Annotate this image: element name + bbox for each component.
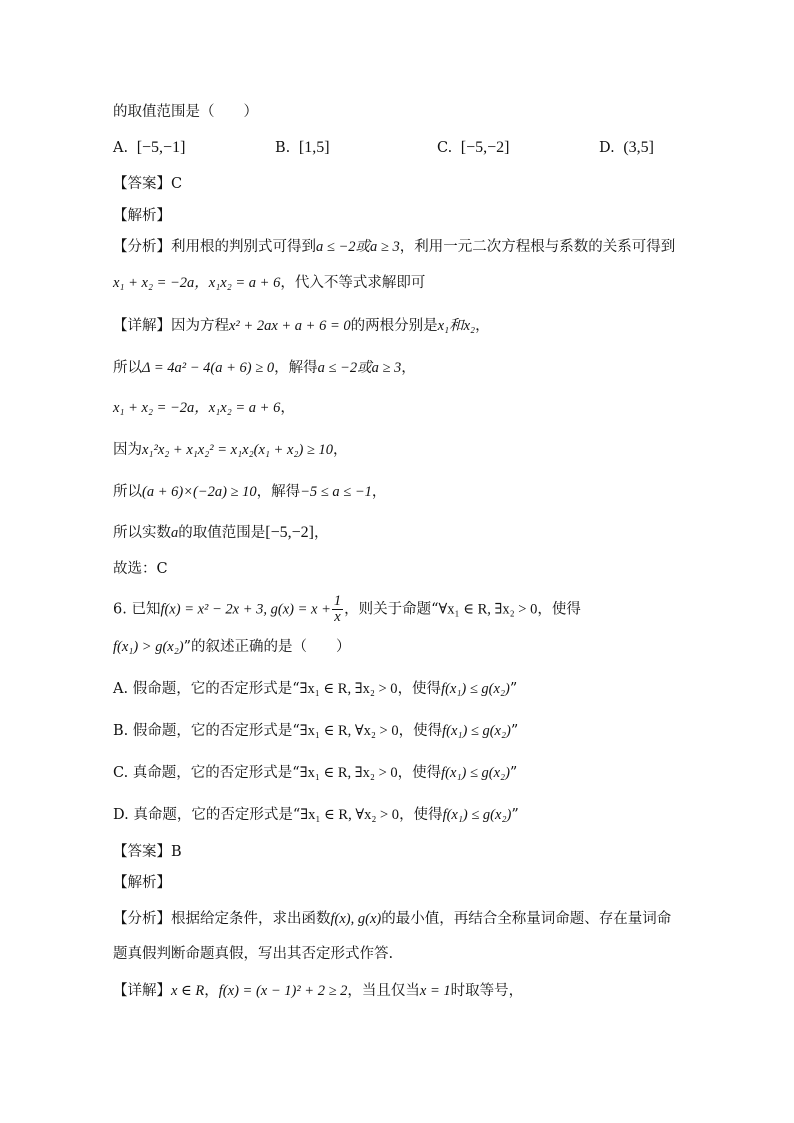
text: ， — [313, 525, 329, 541]
text: 利用根的判别式可得到 — [171, 239, 316, 255]
text: 已知 — [131, 601, 161, 618]
option-label: B. — [113, 723, 129, 739]
text: ， — [475, 318, 490, 334]
q5-fenxi-line2 — [113, 273, 425, 293]
option-label: A. — [113, 681, 129, 697]
text: ，使得 — [397, 681, 442, 697]
math: x₁ + x₂ = −2a，x₁x₂ = a + 6 — [113, 400, 281, 416]
text: ， — [204, 983, 219, 999]
math: f(x₁) ≤ g(x₂) — [441, 681, 510, 697]
q6-answer — [113, 842, 182, 862]
q6-option-a — [113, 679, 517, 699]
q5-detail-line2 — [113, 358, 416, 378]
option-label: A. — [113, 140, 129, 156]
q6-detail-line1 — [113, 981, 523, 1001]
q6-option-c — [113, 763, 517, 783]
q6-stem-line2 — [113, 637, 351, 657]
q6-fenxi-line2: 题真假判断命题真假，写出其否定形式作答. — [113, 946, 394, 962]
math: x₁²x₂ + x₁x₂² = x₁x₂(x₁ + x₂) ≥ 10 — [142, 442, 333, 458]
math: ∀x₁ ∈ R, ∃x₂ > 0 — [438, 601, 538, 618]
option-value: [−5,−2] — [460, 139, 510, 156]
math: ∃x₁ ∈ R, ∃x₂ > 0 — [299, 765, 398, 781]
q5-stem-tail: 的取值范围是（ ） — [113, 104, 258, 120]
text: ，使得 — [537, 601, 581, 618]
math: f(x) = (x − 1)² + 2 ≥ 2 — [218, 983, 348, 999]
answer-value: B — [171, 844, 182, 860]
math: f(x) = x² − 2x + 3, g(x) = x + — [160, 601, 331, 618]
math: x ∈ R — [171, 983, 205, 999]
text: 时取等号， — [450, 983, 524, 999]
math: f(x₁) ≤ g(x₂) — [442, 723, 511, 739]
math: f(x₁) > g(x₂) — [113, 639, 184, 655]
fraction-numerator: 1 — [333, 593, 342, 609]
text: 因为 — [113, 442, 142, 458]
text: 的两根分别是 — [350, 318, 438, 334]
math: a ≤ −2或a ≥ 3 — [316, 239, 400, 255]
fraction-denominator: x — [334, 609, 341, 625]
answer-value: C — [171, 176, 183, 192]
text: ，利用一元二次方程根与系数的关系可得到 — [399, 239, 676, 255]
q6-option-b — [113, 721, 518, 741]
text: 的取值范围是 — [178, 525, 266, 541]
text: ” — [509, 765, 518, 781]
text: 所以 — [113, 484, 142, 500]
text: ” — [509, 681, 518, 697]
option-label: D. — [599, 140, 615, 156]
math: ∃x₁ ∈ R, ∃x₂ > 0 — [299, 681, 398, 697]
q6-fenxi-line1 — [113, 909, 671, 929]
text: ” — [510, 723, 519, 739]
q5-detail-line3 — [113, 398, 295, 418]
text: ，使得 — [397, 765, 442, 781]
text: ，当且仅当 — [347, 983, 420, 999]
q6-stem-line1 — [113, 594, 581, 625]
text: 假命题，它的否定形式是“ — [132, 681, 300, 697]
q5-option-d — [599, 138, 654, 158]
q5-option-a — [113, 138, 185, 158]
q5-fenxi-line1 — [113, 237, 675, 257]
text: ，使得 — [399, 807, 443, 823]
q5-detail-line6 — [113, 523, 328, 543]
option-label: C. — [437, 140, 453, 156]
q5-option-b — [275, 138, 330, 158]
q5-detail-line5 — [113, 482, 386, 502]
q5-conclusion: 故选：C — [113, 561, 168, 577]
math: ∃x₁ ∈ R, ∀x₂ > 0 — [299, 723, 399, 739]
q6-analysis-tag: 【解析】 — [113, 875, 171, 891]
answer-tag: 【答案】 — [113, 844, 171, 860]
detail-tag: 【详解】 — [113, 983, 171, 999]
text: ， — [371, 484, 387, 500]
text: ， — [332, 442, 348, 458]
q5-analysis-tag: 【解析】 — [113, 208, 171, 224]
option-value: [1,5] — [298, 139, 330, 156]
fenxi-tag: 【分析】 — [113, 911, 171, 927]
text: 的最小值，再结合全称量词命题、存在量词命 — [381, 911, 672, 927]
option-label: C. — [113, 765, 129, 781]
q6-option-d — [113, 805, 519, 825]
math: [−5,−2] — [265, 524, 314, 541]
math: x₁和x₂ — [437, 318, 476, 334]
text: ， — [401, 360, 416, 376]
math: −5 ≤ a ≤ −1 — [300, 484, 372, 500]
q5-detail-line4 — [113, 440, 347, 460]
text: 所以 — [113, 360, 142, 376]
text: ” — [511, 807, 519, 823]
math: x₁ + x₂ = −2a，x₁x₂ = a + 6 — [113, 275, 281, 291]
answer-tag: 【答案】 — [113, 176, 171, 192]
option-label: B. — [275, 140, 291, 156]
math: ∃x₁ ∈ R, ∀x₂ > 0 — [300, 807, 400, 823]
text: 真命题，它的否定形式是“ — [132, 765, 300, 781]
detail-tag: 【详解】 — [113, 318, 171, 334]
fenxi-tag: 【分析】 — [113, 239, 171, 255]
text: ，则关于命题“ — [344, 601, 439, 618]
math: f(x₁) ≤ g(x₂) — [441, 765, 510, 781]
math: a ≤ −2或a ≥ 3 — [317, 360, 402, 376]
text: ，代入不等式求解即可 — [280, 275, 426, 291]
text: 所以实数 — [113, 525, 171, 541]
text: ，使得 — [398, 723, 443, 739]
q5-detail-line1 — [113, 316, 490, 336]
text: 根据给定条件，求出函数 — [171, 911, 331, 927]
q5-option-c — [437, 138, 510, 158]
math: f(x), g(x) — [330, 911, 382, 927]
fraction — [332, 594, 343, 625]
option-value: (3,5] — [623, 139, 654, 156]
question-number: 6. — [113, 601, 127, 618]
math: a — [171, 525, 179, 541]
math: x² + 2ax + a + 6 = 0 — [229, 318, 351, 334]
math: x = 1 — [419, 983, 451, 999]
text: 因为方程 — [171, 318, 229, 334]
text: 假命题，它的否定形式是“ — [132, 723, 300, 739]
math: f(x₁) ≤ g(x₂) — [442, 807, 512, 823]
text: ， — [280, 400, 295, 416]
text: 真命题，它的否定形式是“ — [133, 807, 301, 823]
q5-answer — [113, 174, 182, 194]
option-value: [−5,−1] — [136, 139, 186, 156]
text: ”的叙述正确的是（ ） — [183, 639, 351, 655]
math: (a + 6)×(−2a) ≥ 10 — [142, 484, 257, 500]
math: Δ = 4a² − 4(a + 6) ≥ 0 — [142, 360, 275, 376]
text: ，解得 — [274, 360, 318, 376]
option-label: D. — [113, 807, 129, 823]
text: ，解得 — [256, 484, 301, 500]
